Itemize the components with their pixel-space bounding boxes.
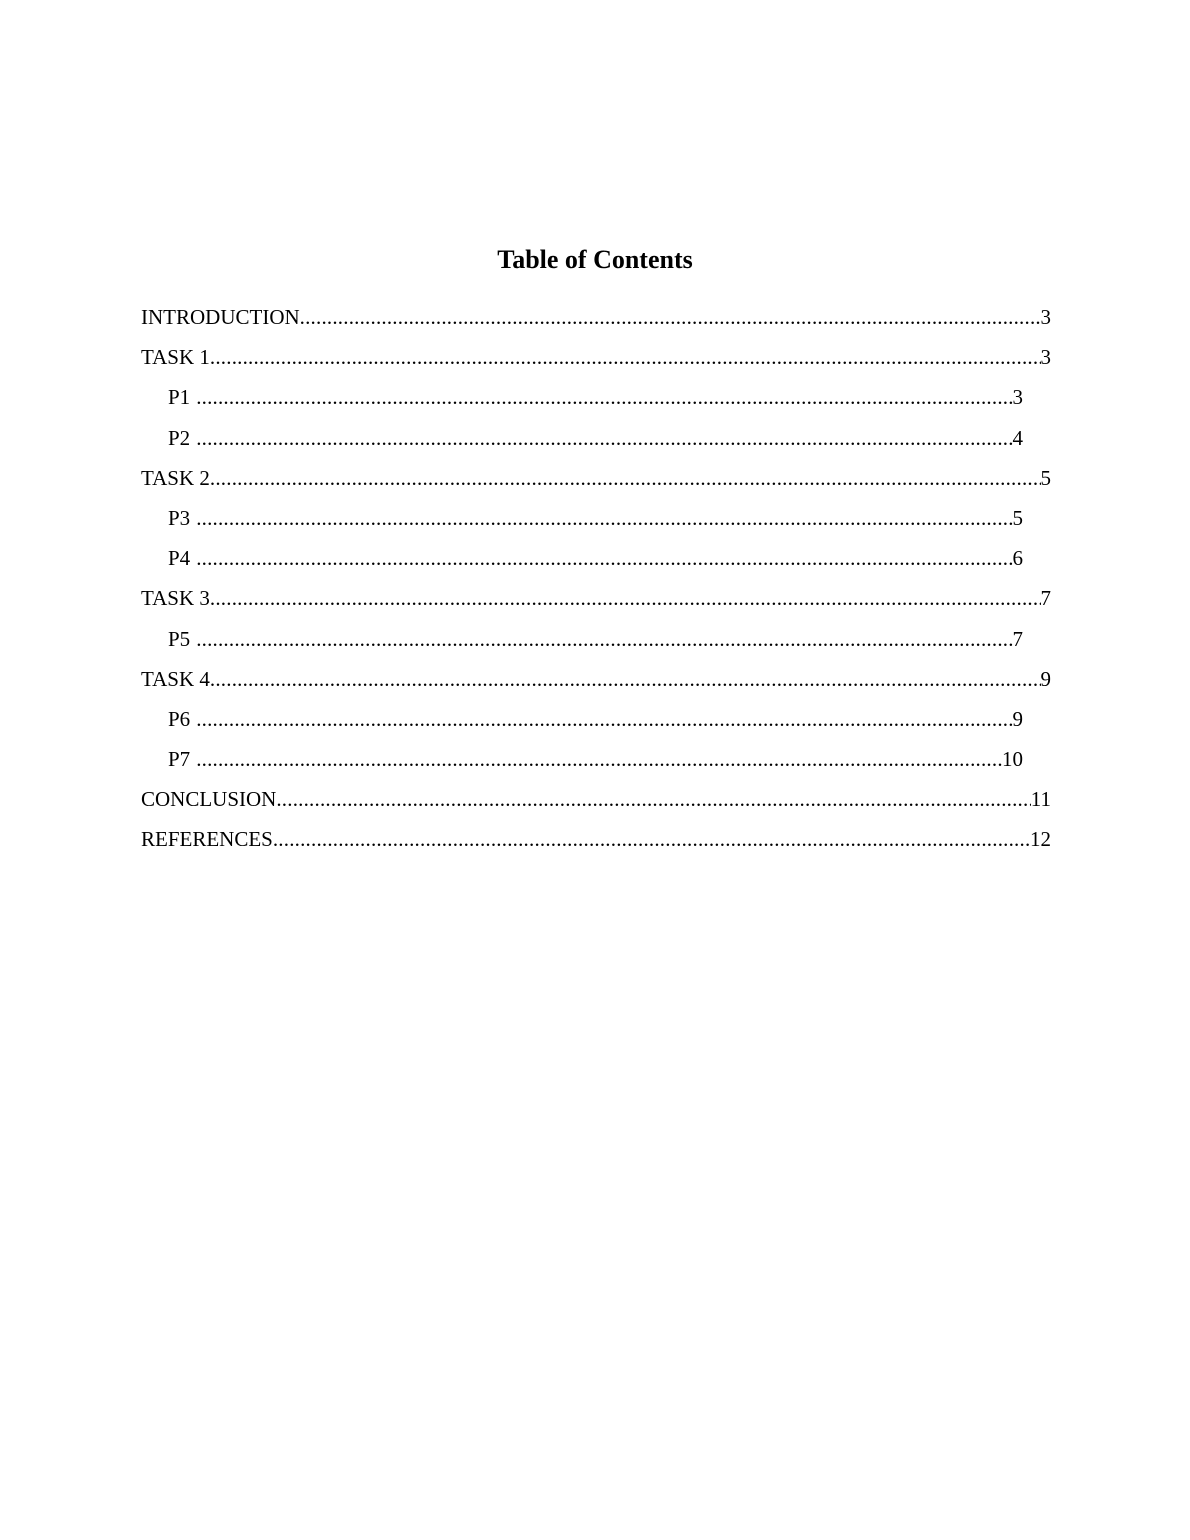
toc-entry-p2[interactable] <box>168 421 1023 461</box>
toc-entry-page: 10 <box>1002 747 1023 772</box>
toc-entry-label: P2 <box>168 425 191 450</box>
toc-entry-label: P6 <box>168 706 191 731</box>
toc-entry-label: INTRODUCTION <box>141 305 300 329</box>
toc-entry-page: 7 <box>1012 626 1023 651</box>
toc-dot-leader <box>210 581 1041 615</box>
toc-entry-p4[interactable] <box>168 541 1023 581</box>
toc-entry-label: P4 <box>168 546 191 571</box>
toc-entry-label: TASK 1 <box>141 345 210 370</box>
toc-dot-leader <box>210 662 1041 696</box>
toc-dot-leader <box>196 421 1012 455</box>
toc-dot-leader <box>196 622 1012 656</box>
toc-dot-leader <box>196 541 1012 575</box>
toc-entry-task-2[interactable] <box>141 461 1051 501</box>
toc-entry-label: TASK 4 <box>141 666 210 691</box>
toc-dot-leader <box>273 822 1030 856</box>
toc-entry-p7[interactable] <box>168 742 1023 782</box>
toc-entry-p1[interactable] <box>168 380 1023 420</box>
toc-entry-page: 3 <box>1012 385 1023 410</box>
toc-dot-leader <box>196 501 1012 535</box>
toc-entry-p5[interactable] <box>168 622 1023 662</box>
toc-entry-page: 12 <box>1030 827 1051 852</box>
toc-entry-page: 11 <box>1030 787 1051 812</box>
toc-entry-label: TASK 2 <box>141 465 210 490</box>
toc-entry-label: REFERENCES <box>141 827 273 852</box>
toc-entry-references[interactable] <box>141 822 1051 862</box>
toc-entry-page: 5 <box>1040 465 1051 490</box>
toc-entry-task-4[interactable] <box>141 662 1051 702</box>
toc-entry-page: 7 <box>1040 586 1051 611</box>
toc-dot-leader <box>196 742 1002 776</box>
toc-dot-leader <box>210 461 1041 495</box>
toc-entry-page: 9 <box>1012 706 1023 731</box>
toc-entry-page: 5 <box>1012 505 1023 530</box>
toc-entry-page: 4 <box>1012 425 1023 450</box>
toc-entry-page: 9 <box>1040 666 1051 691</box>
toc-entry-label: P5 <box>168 626 191 651</box>
toc-entry-page: 3 <box>1040 305 1051 329</box>
toc-entry-page: 3 <box>1040 345 1051 370</box>
toc-entry-conclusion[interactable] <box>141 782 1051 822</box>
toc-title: Table of Contents <box>497 245 693 274</box>
toc-entry-label: P3 <box>168 505 191 530</box>
toc-entry-task-1[interactable] <box>141 340 1051 380</box>
toc-entry-task-3[interactable] <box>141 581 1051 621</box>
toc-entry-introduction[interactable] <box>141 300 1051 340</box>
toc-entry-label: TASK 3 <box>141 586 210 611</box>
toc-list <box>141 300 1051 863</box>
toc-entry-page: 6 <box>1012 546 1023 571</box>
toc-dot-leader <box>196 380 1012 414</box>
toc-dot-leader <box>196 702 1012 736</box>
toc-dot-leader <box>300 300 1041 334</box>
toc-entry-label: CONCLUSION <box>141 787 277 812</box>
toc-dot-leader <box>210 340 1041 374</box>
toc-entry-p6[interactable] <box>168 702 1023 742</box>
toc-entry-p3[interactable] <box>168 501 1023 541</box>
toc-dot-leader <box>276 782 1030 816</box>
toc-entry-label: P1 <box>168 385 191 410</box>
toc-entry-label: P7 <box>168 747 191 772</box>
